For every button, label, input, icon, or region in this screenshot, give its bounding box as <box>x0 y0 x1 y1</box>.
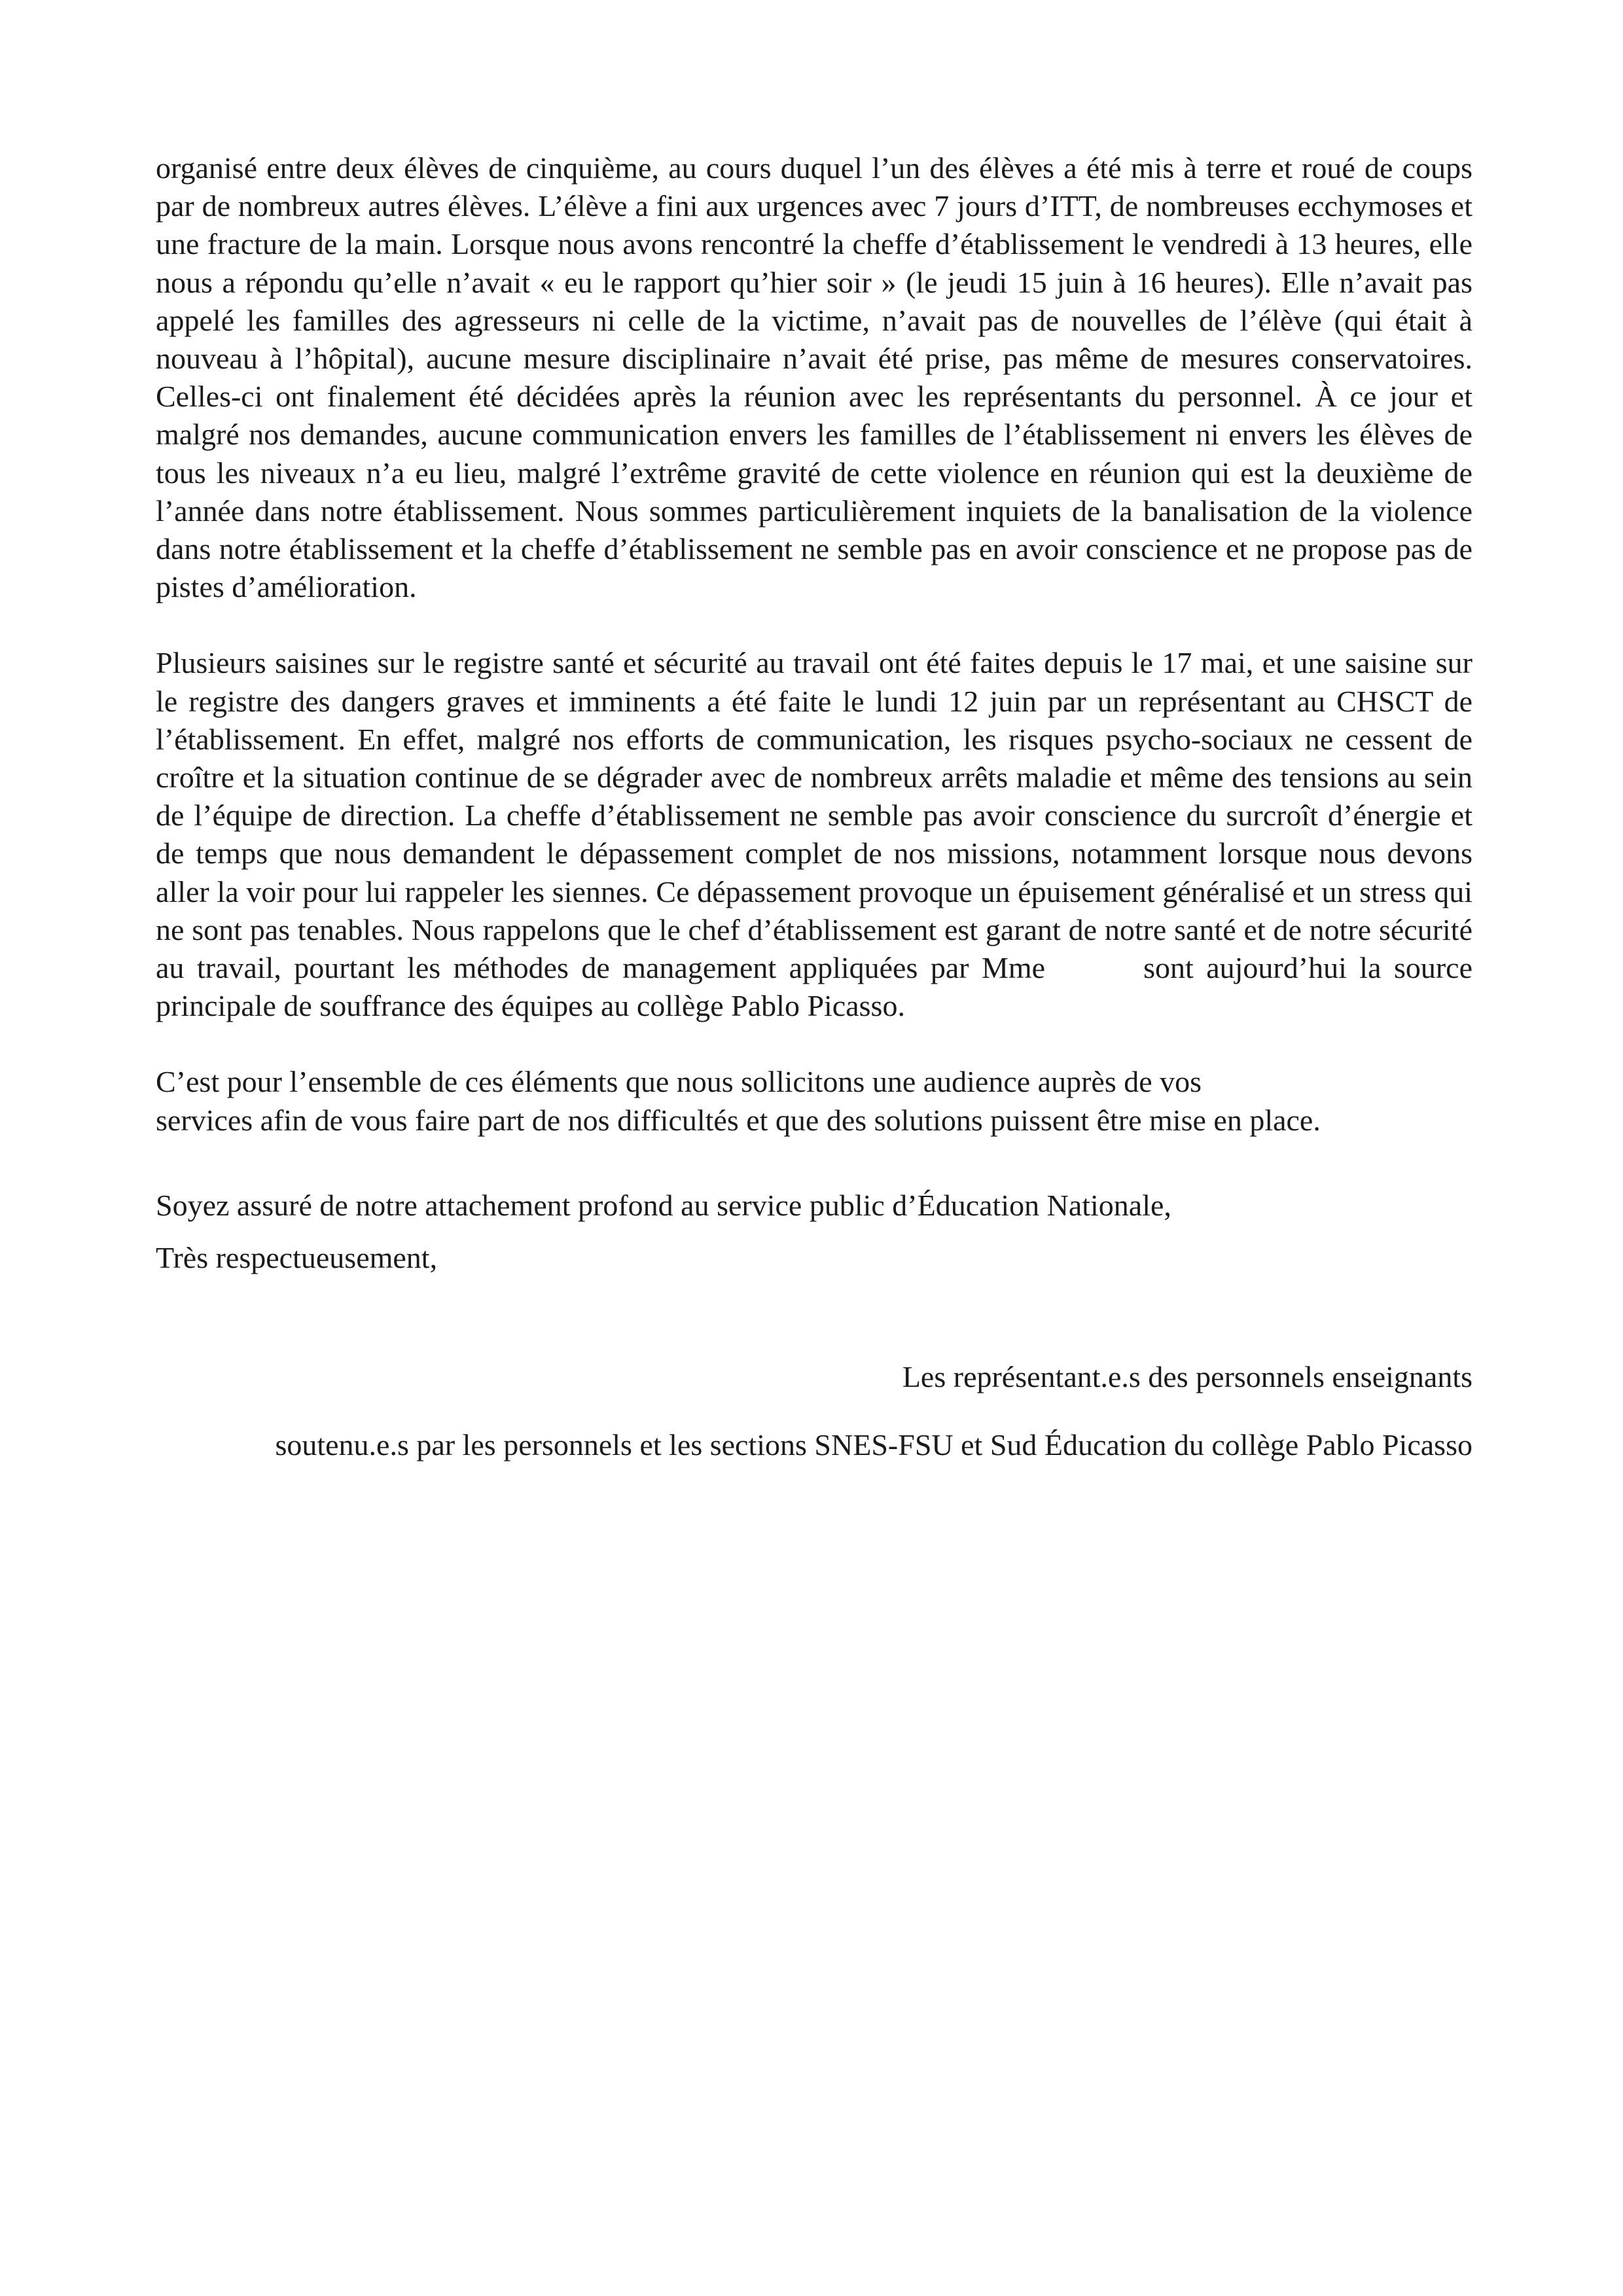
letter-body <box>156 149 1472 1465</box>
signature-spacer <box>156 1277 1472 1358</box>
paragraph-request-line-1: C’est pour l’ensemble de ces éléments que nous sollicitons une audience auprès de vos <box>156 1065 1202 1099</box>
paragraph-health-safety-text: Plusieurs saisines sur le registre santé et sécurité au travail ont été faites depuis le 17 mai, et une saisine sur le registre des dangers graves et imminents a été faite le lundi 12 juin par un représentant au CHSCT de l’établissement. En effet, malgré nos efforts de communication, les risques psycho-sociaux ne cessent de croître et la situation continue de se dégrader avec de nombreux arrêts maladie et même des tensions au sein de l’équipe de direction. La cheffe d’établissement ne semble pas avoir conscience du surcroît d’énergie et de temps que nous demandent le dépassement complet de nos missions, notamment lorsque nous devons aller la voir pour lui rappeler les siennes. Ce dépassement provoque un épuisement généralisé et un stress qui ne sont pas tenables. Nous rappelons que le chef d’établissement est garant de notre santé et de notre sécurité au travail, pourtant les méthodes de management appliquées par Mme <box>156 646 1472 985</box>
paragraph-health-safety-text-end: sont aujourd’hui la source principale de souffrance des équipes au collège Pablo Picasso. <box>156 951 1473 1023</box>
paragraph-incident: organisé entre deux élèves de cinquième, au cours duquel l’un des élèves a été mis à terre et roué de coups par de nombreux autres élèves. L’élève a fini aux urgences avec 7 jours d’ITT, de nombreuses ecchymoses et une fracture de la main. Lorsque nous avons rencontré la cheffe d’établissement le vendredi à 13 heures, elle nous a répondu qu’elle n’avait « eu le rapport qu’hier soir » (le jeudi 15 juin à 16 heures). Elle n’avait pas appelé les familles des agresseurs ni celle de la victime, n’avait pas de nouvelles de l’élève (qui était à nouveau à l’hôpital), aucune mesure disciplinaire n’avait été prise, pas même de mesures conservatoires. Celles-ci ont finalement été décidées après la réunion avec les représentants du personnel. À ce jour et malgré nos demandes, aucune communication envers les familles de l’établissement ni envers les élèves de tous les niveaux n’a eu lieu, malgré l’extrême gravité de cette violence en réunion qui est la deuxième de l’année dans notre établissement. Nous sommes particulièrement inquiets de la banalisation de la violence dans notre établissement et la cheffe d’établissement ne semble pas en avoir conscience et ne propose pas de pistes d’amélioration. <box>156 151 1472 604</box>
signature-line-2: soutenu.e.s par les personnels et les sections SNES-FSU et Sud Éducation du collège Pablo Picasso <box>275 1428 1472 1462</box>
closing-formula: Soyez assuré de notre attachement profond au service public d’Éducation Nationale, <box>156 1188 1171 1222</box>
line-spacer <box>156 1225 1472 1239</box>
paragraph-health-safety <box>156 644 1472 1025</box>
paragraph-request-line-2: services afin de vous faire part de nos difficultés et que des solutions puissent être mise en place. <box>156 1103 1321 1137</box>
paragraph-spacer <box>156 1025 1472 1063</box>
closing-salutation: Très respectueusement, <box>156 1241 438 1275</box>
paragraph-spacer <box>156 1139 1472 1187</box>
signature-line-1: Les représentant.e.s des personnels enseignants <box>902 1360 1472 1394</box>
paragraph-spacer <box>156 606 1472 644</box>
